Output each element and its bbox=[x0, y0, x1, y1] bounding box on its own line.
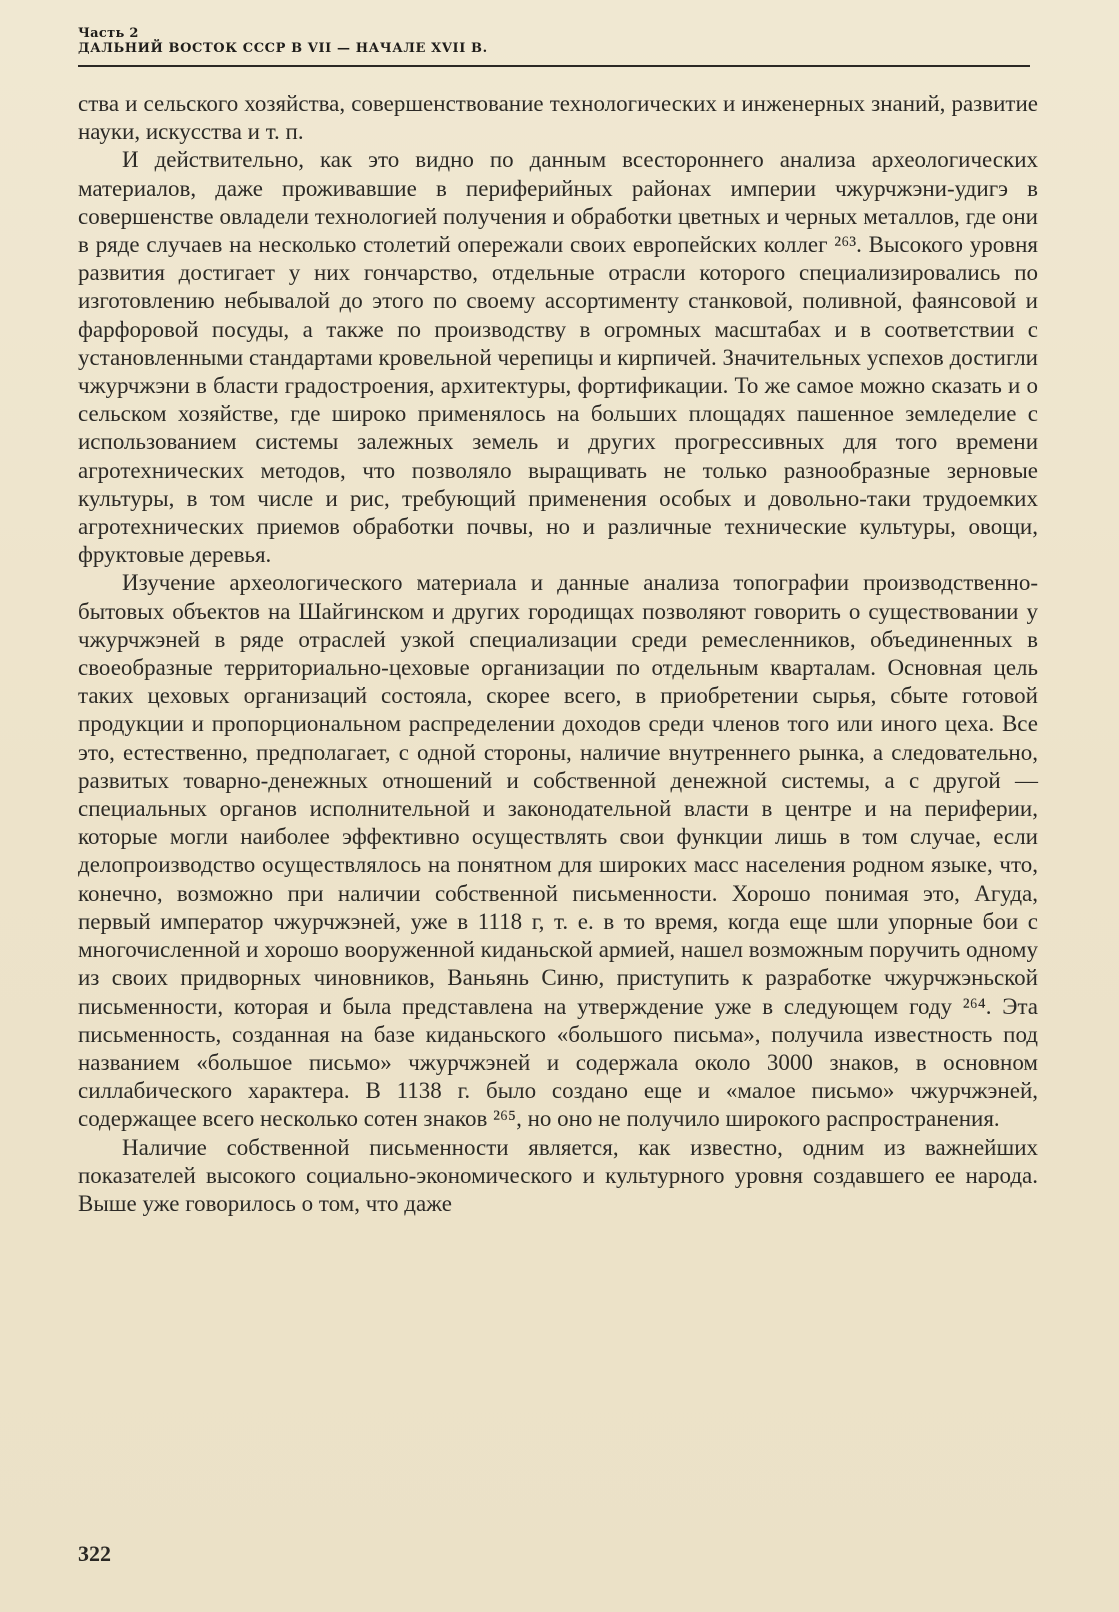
paragraph: И действительно, как это видно по данным всестороннего анализа археологических материалов, даже проживавшие в периферийных районах империи чжурчжэни-удигэ в совершенстве овладели технологией получения и обработки цветных и черных металлов, где они в ряде случаев на несколько столетий опережали своих европейских коллег ²⁶³. Высокого уровня развития достигает у них гончарство, отдельные отрасли которого специализировались по изготовлению небывалой до этого по своему ассортименту станковой, поливной, фаянсовой и фарфоровой посуды, а также по производству в огромных масштабах и в соответствии с установленными стандартами кровельной черепицы и кирпичей. Значительных успехов достигли чжурчжэни в бласти градостроения, архитектуры, фортификации. То же самое можно сказать и о сельском хозяйстве, где широко применялось на больших площадях пашенное земледелие с использованием системы залежных земель и других прогрессивных для того времени агротехнических методов, что позволяло выращивать не только разнообразные зерновые культуры, в том числе и рис, требующий применения особых и довольно-таки трудоемких агротехнических приемов обработки почвы, но и различные технические культуры, овощи, фруктовые деревья. bbox=[78, 147, 1038, 568]
paragraph: Изучение археологического материала и данные анализа топографии производственно-бытовых объектов на Шайгинском и других городищах позволяют говорить о существовании у чжурчжэней в ряде отраслей узкой специализации среди ремесленников, объединенных в своеобразные территориально-цеховые организации по отдельным кварталам. Основная цель таких цеховых организаций состояла, скорее всего, в приобретении сырья, сбыте готовой продукции и пропорциональном распределении доходов среди членов того или иного цеха. Все это, естественно, предполагает, с одной стороны, наличие внутреннего рынка, а следовательно, развитых товарно-денежных отношений и собственной денежной системы, а с другой — специальных органов исполнительной и законодательной власти в центре и на периферии, которые могли наиболее эффективно осуществлять свои функции лишь в том случае, если делопроизводство осуществлялось на понятном для широких масс населения родном языке, что, конечно, возможно при наличии собственной письменности. Хорошо понимая это, Агуда, первый император чжурчжэней, уже в 1118 г, т. е. в то время, когда еще шли упорные бои с многочисленной и хорошо вооруженной киданьской армией, нашел возможным поручить одному из своих придворных чиновников, Ваньянь Синю, приступить к разработке чжурчжэньской письменности, которая и была представлена на утверждение уже в следующем году ²⁶⁴. Эта письменность, созданная на базе киданьского «большого письма», получила известность под названием «большое письмо» чжурчжэней и содержала около 3000 знаков, в основном силлабического характера. В 1138 г. было создано еще и «малое письмо» чжурчжэней, содержащее всего несколько сотен знаков ²⁶⁵, но оно не получило широкого распространения. bbox=[78, 570, 1038, 1132]
part-label: Часть 2 bbox=[78, 26, 139, 41]
part-title: ДАЛЬНИЙ ВОСТОК СССР В VII — НАЧАЛЕ XVII В. bbox=[78, 41, 488, 56]
paragraph-continuation: ства и сельского хозяйства, совершенствование технологических и инженерных знаний, развитие науки, искусства и т. п. bbox=[78, 91, 1038, 145]
running-header bbox=[78, 26, 1030, 56]
paragraph: Наличие собственной письменности является, как известно, одним из важнейших показателей высокого социально-экономического и культурного уровня создавшего ее народа. Выше уже говорилось о том, что даже bbox=[78, 1134, 1038, 1216]
body-text bbox=[78, 90, 1038, 1218]
header-rule bbox=[78, 65, 1030, 67]
page-number: 322 bbox=[78, 1541, 111, 1566]
